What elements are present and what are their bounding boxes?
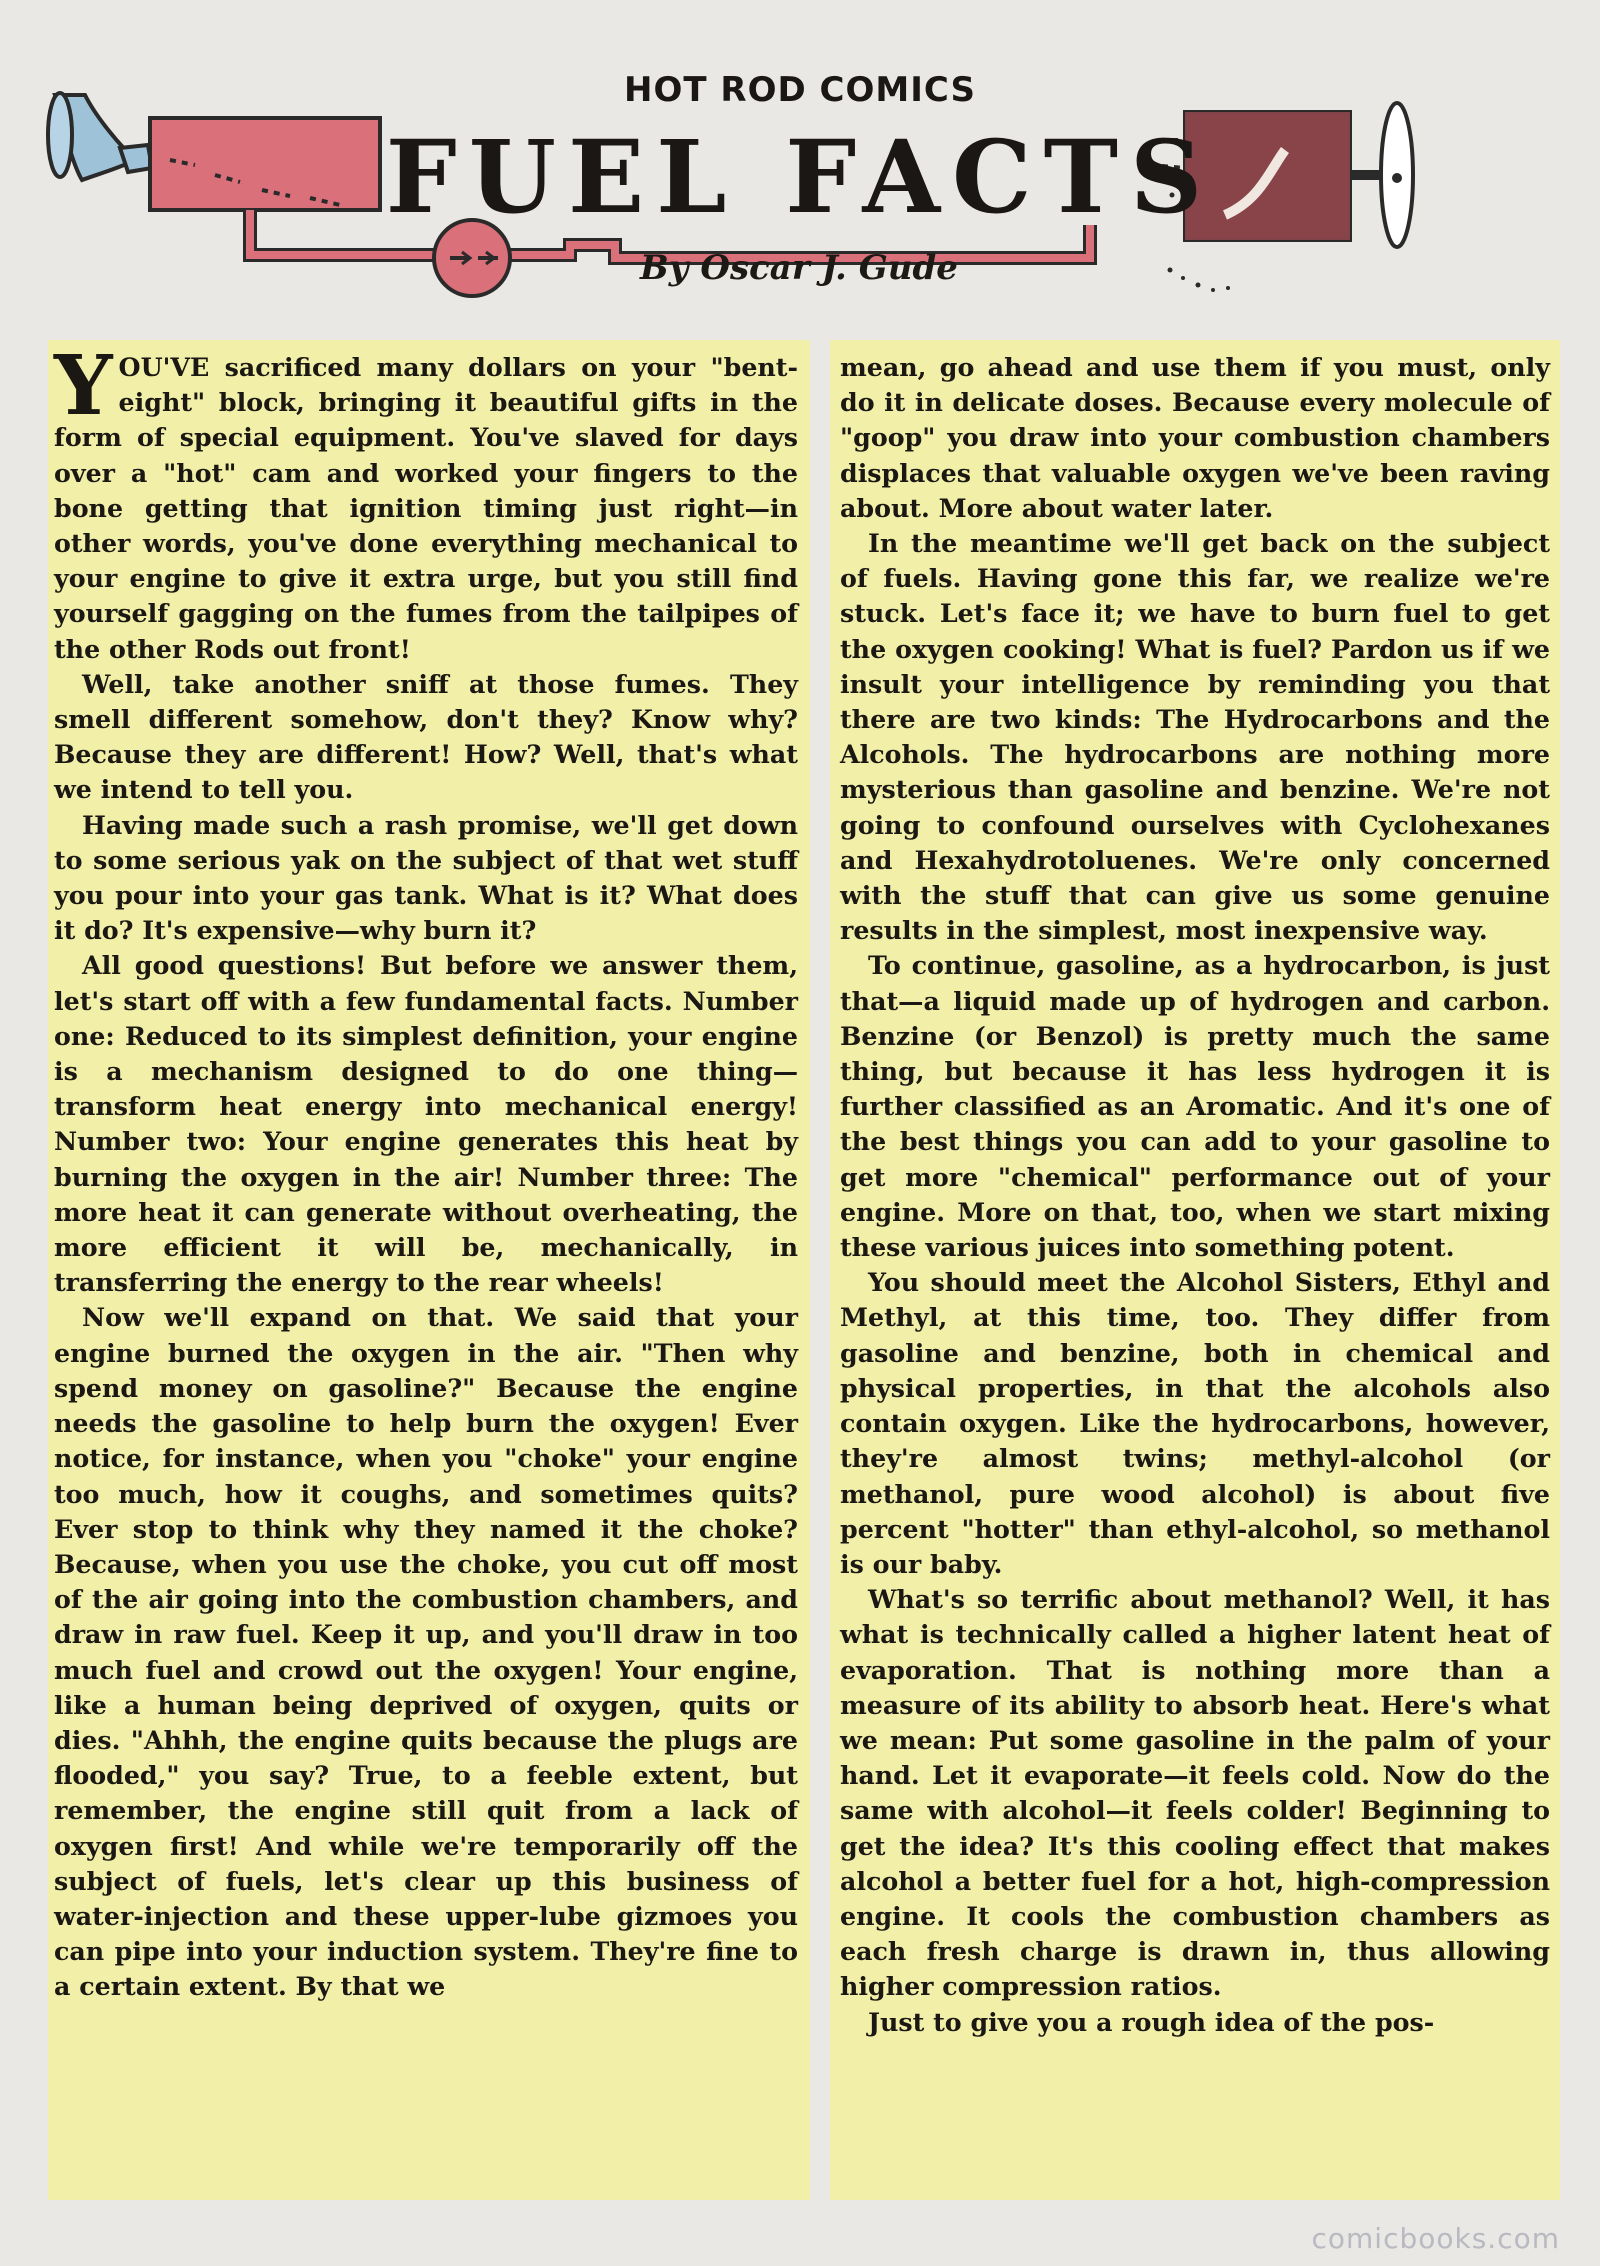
article-byline: By Oscar J. Gude	[640, 248, 958, 288]
paragraph: All good questions! But before we answer them, let's start off with a few fundamental facts. Number one: Reduced to its simplest definition, your engine is a mechanism designed to do one thing—transform heat energy into mechanical energy! Number two: Your engine generates this heat by burning the oxygen in the air! Number three: The more heat it can generate without overheating, the more efficient it will be, mechanically, in transferring the energy to the rear wheels!	[54, 950, 798, 1298]
paragraph: You should meet the Alcohol Sisters, Ethyl and Methyl, at this time, too. They differ from gasoline and benzine, both in chemical and physical properties, in that the alcohols also contain oxygen. Like the hydrocarbons, however, they're almost twins; methyl-alcohol (or methanol, pure wood alcohol) is about five percent "hotter" than ethyl-alcohol, so methanol is our baby.	[840, 1267, 1550, 1579]
paragraph: To continue, gasoline, as a hydrocarbon, is just that—a liquid made up of hydrogen and carbon. Benzine (or Benzol) is pretty much the same thing, but because it has less hydrogen it is further classified as an Aromatic. And it's one of the best things you can add to your gasoline to get more "chemical" performance out of your engine. More on that, too, when we start mixing these various juices into something potent.	[840, 950, 1550, 1263]
site-watermark: comicbooks.com	[1311, 2222, 1560, 2255]
drop-cap-letter: Y	[54, 340, 113, 434]
paragraph: Having made such a rash promise, we'll get down to some serious yak on the subject of that wet stuff you pour into your gas tank. What is it? What does it do? It's expensive—why burn it?	[54, 809, 798, 946]
paragraph: Now we'll expand on that. We said that your engine burned the oxygen in the air. "Then why spend money on gasoline?" Because the engine needs the gasoline to help burn the oxygen! Ever notice, for instance, when you "choke" your engine too much, how it coughs, and sometimes quits? Ever stop to think why they named it the choke? Because, when you use the choke, you cut off most of the air going into the combustion chambers, and draw in raw fuel. Keep it up, and you'll draw in too much fuel and crowd out the oxygen! Your engine, like a human being deprived of oxygen, quits or dies. "Ahhh, the engine quits because the plugs are flooded," you say? True, to a feeble extent, but remember, the engine still quit from a lack of oxygen first! And while we're temporarily off the subject of fuels, let's clear up this business of water-injection and these upper-lube gizmoes you can pipe into your induction system. They're fine to a certain extent. By that we	[54, 1302, 798, 2002]
text-column-left	[48, 340, 810, 2200]
paragraph: Just to give you a rough idea of the pos-	[868, 2006, 1435, 2037]
text-column-right	[830, 340, 1560, 2200]
paragraph: In the meantime we'll get back on the subject of fuels. Having gone this far, we realize we're stuck. Let's face it; we have to burn fuel to get the oxygen cooking! What is fuel? Pardon us if we insult your intelligence by reminding you that there are two kinds: The Hydrocarbons and the Alcohols. The hydrocarbons are nothing more mysterious than gasoline and benzine. We're not going to confound ourselves with Cyclohexanes and Hexahydrotoluenes. We're only concerned with the stuff that can give us some genuine results in the simplest, most inexpensive way.	[840, 528, 1550, 946]
article-title: FUEL FACTS	[385, 118, 1215, 236]
paragraph	[54, 340, 798, 667]
paragraph: What's so terrific about methanol? Well, it has what is technically called a higher latent heat of evaporation. That is nothing more than a measure of its ability to absorb heat. Here's what we mean: Put some gasoline in the palm of your hand. Let it evaporate—it feels cold. Now do the same with alcohol—it feels colder! Beginning to get the idea? It's this cooling effect that makes alcohol a better fuel for a hot, high-compression engine. It cools the combustion chambers as each fresh charge is drawn in, thus allowing higher compression ratios.	[840, 1584, 1550, 2002]
paragraph-text: OU'VE sacrificed many dollars on your "bent-eight" block, bringing it beautiful gifts in the form of special equipment. You've slaved for days over a "hot" cam and worked your fingers to the bone getting that ignition timing just right—in other words, you've done everything mechanical to your engine to give it extra urge, but you still find yourself gagging on the fumes from the tailpipes of the other Rods out front!	[54, 352, 798, 664]
paragraph: mean, go ahead and use them if you must, only do it in delicate doses. Because every molecule of "goop" you draw into your combustion chambers displaces that valuable oxygen we've been raving about. More about water later.	[840, 352, 1550, 523]
paragraph: Well, take another sniff at those fumes. They smell different somehow, don't they? Know why? Because they are different! How? Well, that's what we intend to tell you.	[54, 668, 798, 805]
article-header	[0, 0, 1600, 330]
series-title: HOT ROD COMICS	[624, 70, 976, 110]
